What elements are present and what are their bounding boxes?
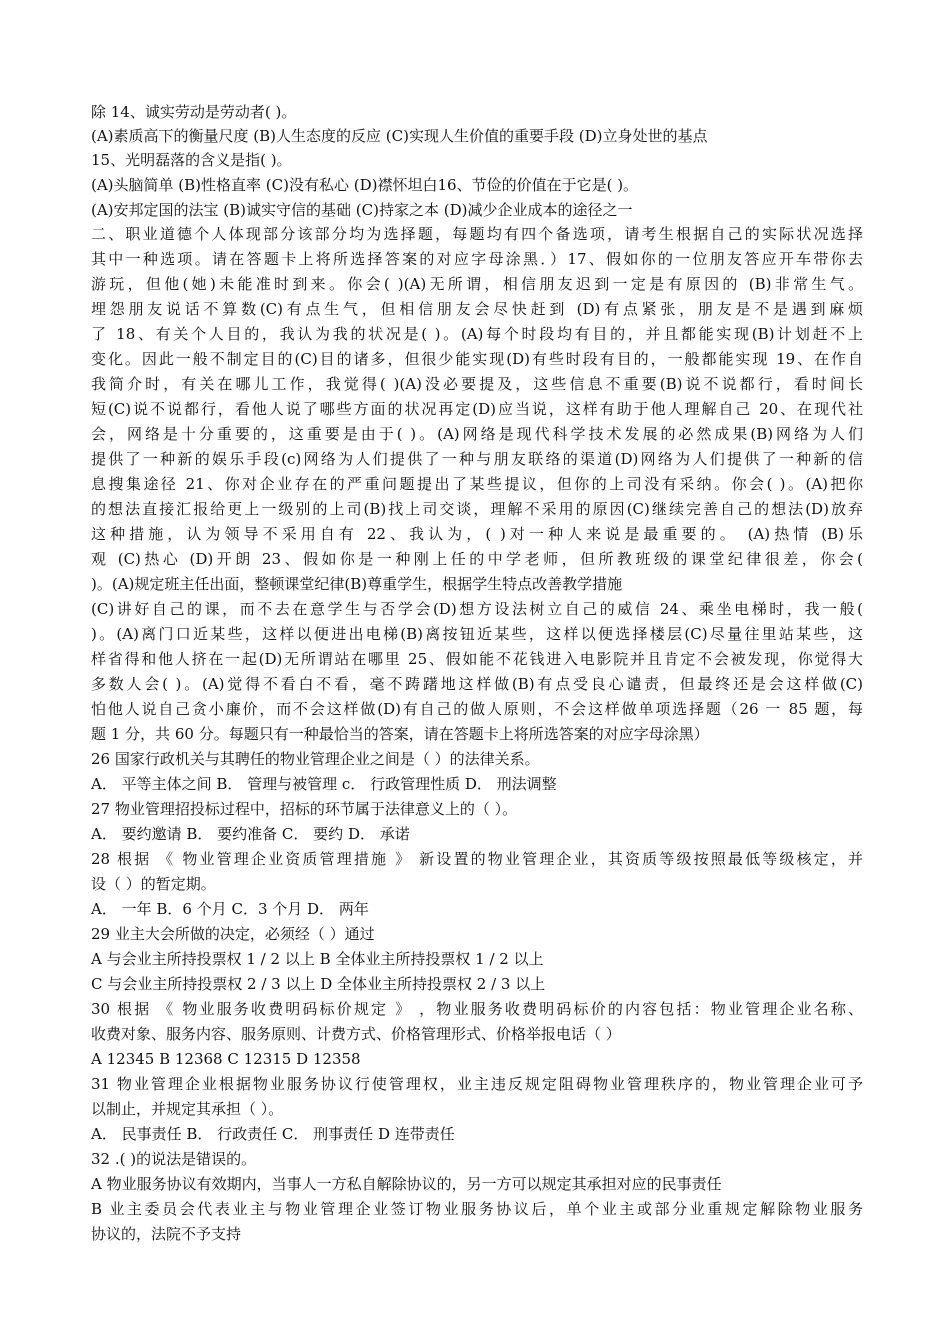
text-line: A 与会业主所持投票权 1 / 2 以上 B 全体业主所持投票权 1 / 2 以上 [91,950,544,968]
text-line: 设（ ）的暂定期。 [91,875,216,893]
text-line: (A)头脑简单 (B)性格直率 (C)没有私心 (D)襟怀坦白16、节俭的价值在于它是( )。 [91,176,639,194]
text-line: 游玩，但他(她)未能准时到来。你会( )(A)无所谓，相信朋友迟到一定是有原因的 (B)非常生气。 [91,275,863,293]
text-line: 息搜集途径 21、你对企业存在的严重问题提出了某些提议，但你的上司没有采纳。你会( )。(A)把你 [91,475,863,493]
text-line: 样省得和他人挤在一起(D)无所谓站在哪里 25、假如能不花钱进入电影院并且肯定不会被发现，你觉得大 [91,650,863,668]
text-line: 短(C)说不说都行，看他人说了哪些方面的状况再定(D)应当说，这样有助于他人理解自己 20、在现代社 [91,400,863,418]
text-line: 的想法直接汇报给更上一级别的上司(B)找上司交谈，理解不采用的原因(C)继续完善自己的想法(D)放弃 [91,500,863,518]
text-line: A． 平等主体之间 B． 管理与被管理 c． 行政管理性质 D． 刑法调整 [91,775,557,793]
text-line: 31 物业管理企业根据物业服务协议行使管理权，业主违反规定阻碍物业管理秩序的，物业管理企业可予 [91,1075,863,1093]
text-line: B 业主委员会代表业主与物业管理企业签订物业服务协议后，单个业主或部分业重规定解除物业服务 [91,1200,863,1218]
text-line: 26 国家行政机关与其聘任的物业管理企业之间是（ ）的法律关系。 [91,750,540,768]
text-line: (A)安邦定国的法宝 (B)诚实守信的基础 (C)持家之本 (D)减少企业成本的途径之一 [91,201,633,219]
text-line: C 与会业主所持投票权 2 / 3 以上 D 全体业主所持投票权 2 / 3 以上 [91,975,546,993]
text-line: 收费对象、服务内容、服务原则、计费方式、价格管理形式、价格举报电话（ ） [91,1025,621,1043]
text-line: 多数人会( )。(A)觉得不看白不看，毫不踌躇地这样做(B)有点受良心谴责，但最终还是会这样做(C) [91,675,863,693]
text-line: 30 根据 《 物业服务收费明码标价规定 》 ，物业服务收费明码标价的内容包括：物业管理企业名称、 [91,1000,863,1018]
text-line: A 12345 B 12368 C 12315 D 12358 [91,1050,361,1068]
text-line: 28 根据 《 物业管理企业资质管理措施 》 新设置的物业管理企业，其资质等级按照最低等级核定，并 [91,850,863,868]
text-line: 了 18、有关个人目的，我认为我的状况是( )。(A)每个时段均有目的，并且都能实现(B)计划赶不上 [91,325,863,343]
text-line: 协议的，法院不予支持 [91,1225,242,1243]
text-line: 其中一种选项。请在答题卡上将所选择答案的对应字母涂黑．）17、假如你的一位朋友答应开车带你去 [91,250,863,268]
text-line: 二、职业道德个人体现部分该部分均为选择题，每题均有四个备选项，请考生根据自己的实际状况选择 [91,225,863,243]
text-line: A． 民事责任 B． 行政责任 C． 刑事责任 D 连带责任 [91,1125,455,1143]
text-line: 32 .( )的说法是错误的。 [91,1150,257,1168]
text-line: (A)素质高下的衡量尺度 (B)人生态度的反应 (C)实现人生价值的重要手段 (D)立身处世的基点 [91,127,708,145]
text-line: 27 物业管理招投标过程中，招标的环节属于法律意义上的（ ）。 [91,800,518,818]
text-line: A 物业服务协议有效期内，当事人一方私自解除协议的，另一方可以规定其承担对应的民事责任 [91,1175,722,1193]
text-line: A． 要约邀请 B． 要约准备 C． 要约 D． 承诺 [91,825,410,843]
text-line: 我简介时，有关在哪儿工作，我觉得( )(A)没必要提及，这些信息不重要(B)说不说都行，看时间长 [91,375,863,393]
text-line: 除 14、诚实劳动是劳动者( )。 [91,103,297,121]
text-line: 以制止，并规定其承担（ ）。 [91,1100,284,1118]
text-line: )。(A)离门口近某些，这样以便进出电梯(B)离按钮近某些，这样以便选择楼层(C)尽量往里站某些，这 [91,625,863,643]
text-line: 观 (C)热心 (D)开朗 23、假如你是一种刚上任的中学老师，但所教班级的课堂纪律很差，你会( [91,550,863,568]
text-line: 会，网络是十分重要的，这重要是由于( )。(A)网络是现代科学技术发展的必然成果(B)网络为人们 [91,425,863,443]
text-line: 15、光明磊落的含义是指( )。 [91,151,292,169]
text-line: 怕他人说自己贪小廉价，而不会这样做(D)有自己的做人原则，不会这样做单项选择题（26 一 85 题，每 [91,700,863,718]
text-line: 29 业主大会所做的决定，必须经（ ）通过 [91,925,375,943]
text-line: A． 一年 B．6 个月 C．3 个月 D． 两年 [91,900,369,918]
text-line: 题 1 分，共 60 分。每题只有一种最恰当的答案，请在答题卡上将所选答案的对应字母涂黑） [91,725,709,743]
text-line: 这种措施，认为领导不采用自有 22、我认为，( )对一种人来说是最重要的。 (A)热情 (B)乐 [91,525,863,543]
text-line: 埋怨朋友说话不算数(C)有点生气，但相信朋友会尽快赶到 (D)有点紧张，朋友是不是遇到麻烦 [91,300,863,318]
text-line: (C)讲好自己的课，而不去在意学生与否学会(D)想方设法树立自己的威信 24、乘坐电梯时，我一般( [91,600,863,618]
text-line: 变化。因此一般不制定目的(C)目的诸多，但很少能实现(D)有些时段有目的，一般都能实现 19、在作自 [91,350,863,368]
text-line: )。(A)规定班主任出面，整顿课堂纪律(B)尊重学生，根据学生特点改善教学措施 [91,575,623,593]
text-line: 提供了一种新的娱乐手段(c)网络为人们提供了一种与朋友联络的渠道(D)网络为人们提供了一种新的信 [91,450,863,468]
